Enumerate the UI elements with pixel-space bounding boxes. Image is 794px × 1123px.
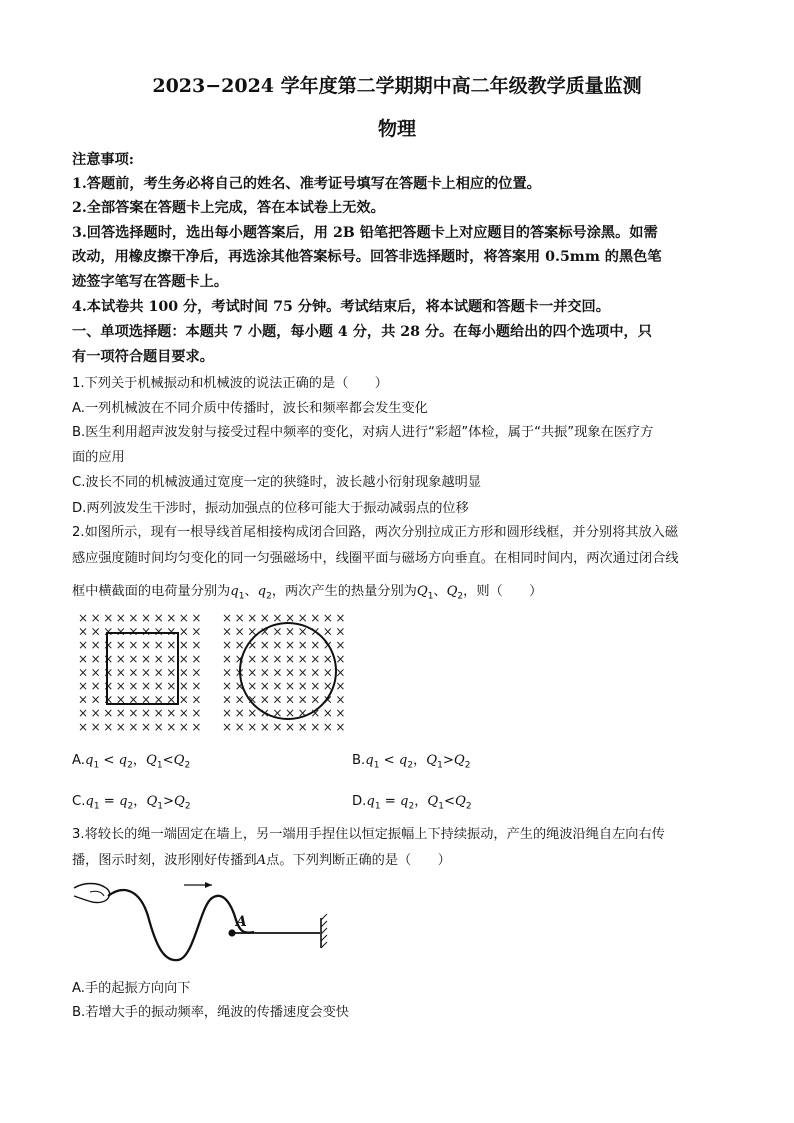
field-cross: × — [115, 692, 126, 707]
field-cross: × — [285, 651, 296, 666]
field-cross: × — [285, 706, 296, 721]
field-cross: × — [322, 692, 333, 707]
field-cross: × — [115, 651, 126, 666]
field-cross: × — [115, 719, 126, 733]
field-cross: × — [310, 624, 321, 639]
field-cross: × — [259, 719, 270, 733]
field-cross: × — [272, 611, 283, 625]
field-cross: × — [153, 651, 164, 666]
field-cross: × — [141, 706, 152, 721]
field-cross: × — [78, 638, 89, 653]
field-cross: × — [153, 638, 164, 653]
field-crosses-left — [78, 611, 201, 733]
field-cross: × — [191, 638, 202, 653]
field-cross: × — [322, 665, 333, 680]
field-cross: × — [310, 651, 321, 666]
field-cross: × — [103, 679, 114, 693]
field-cross: × — [335, 719, 346, 733]
field-cross: × — [259, 706, 270, 721]
q3-stem: 3.将较长的绳一端固定在墙上，另一端用手捏住以恒定振幅上下持续振动，产生的绳波沿绳自左向右传 — [72, 827, 665, 842]
field-cross: × — [247, 665, 258, 680]
field-cross: × — [153, 706, 164, 721]
field-cross: × — [78, 665, 89, 680]
field-cross: × — [285, 638, 296, 653]
field-cross: × — [103, 719, 114, 733]
field-cross: × — [310, 719, 321, 733]
field-cross: × — [191, 651, 202, 666]
field-cross: × — [141, 719, 152, 733]
field-cross: × — [141, 611, 152, 625]
q2-stem-line2: 感应强度随时间均匀变化的同一匀强磁场中，线圈平面与磁场方向垂直。在相同时间内，两次通过闭合线 — [72, 551, 679, 566]
field-cross: × — [297, 692, 308, 707]
field-cross: × — [259, 611, 270, 625]
field-cross: × — [310, 611, 321, 625]
field-cross: × — [178, 679, 189, 693]
field-cross: × — [90, 679, 101, 693]
field-cross: × — [272, 692, 283, 707]
field-cross: × — [310, 706, 321, 721]
field-cross: × — [247, 651, 258, 666]
field-cross: × — [141, 638, 152, 653]
field-cross: × — [90, 611, 101, 625]
field-cross: × — [178, 638, 189, 653]
field-cross: × — [247, 719, 258, 733]
field-cross: × — [297, 638, 308, 653]
field-cross: × — [103, 665, 114, 680]
field-cross: × — [335, 706, 346, 721]
field-cross: × — [166, 611, 177, 625]
field-cross: × — [78, 611, 89, 625]
field-cross: × — [234, 719, 245, 733]
field-cross: × — [322, 651, 333, 666]
field-cross: × — [247, 679, 258, 693]
field-cross: × — [128, 651, 139, 666]
exam-subject: 物理 — [377, 118, 416, 140]
field-cross: × — [272, 651, 283, 666]
field-cross: × — [222, 651, 233, 666]
q3-option-a: A.手的起振方向向下 — [72, 981, 191, 996]
field-cross: × — [78, 692, 89, 707]
rope-wave-figure — [72, 876, 332, 966]
field-cross: × — [259, 665, 270, 680]
field-cross: × — [285, 719, 296, 733]
field-cross: × — [128, 638, 139, 653]
field-cross: × — [128, 692, 139, 707]
field-cross: × — [272, 665, 283, 680]
field-cross: × — [153, 624, 164, 639]
field-cross: × — [78, 651, 89, 666]
field-cross: × — [322, 611, 333, 625]
field-cross: × — [222, 692, 233, 707]
field-cross: × — [234, 624, 245, 639]
field-cross: × — [234, 706, 245, 721]
q1-option-b: B.医生利用超声波发射与接受过程中频率的变化，对病人进行“彩超”体检，属于“共振”现象在医疗方 — [72, 425, 654, 440]
field-cross: × — [335, 638, 346, 653]
exam-title: 2023−2024 学年度第二学期期中高二年级教学质量监测 — [152, 75, 642, 97]
field-cross: × — [297, 679, 308, 693]
notice-item: 3.回答选择题时，选出每小题答案后，用 2B 铅笔把答题卡上对应题目的答案标号涂黑。如需 — [72, 225, 658, 241]
field-cross: × — [247, 611, 258, 625]
field-cross: × — [103, 611, 114, 625]
field-cross: × — [335, 679, 346, 693]
field-cross: × — [166, 624, 177, 639]
field-cross: × — [128, 706, 139, 721]
section-heading-cont: 有一项符合题目要求。 — [72, 349, 214, 365]
field-cross: × — [115, 624, 126, 639]
field-cross: × — [191, 719, 202, 733]
q2-stem: 2.如图所示，现有一根导线首尾相接构成闭合回路，两次分别拉成正方形和圆形线框，并分别将其放入磁 — [72, 525, 679, 540]
field-cross: × — [297, 624, 308, 639]
field-cross: × — [285, 692, 296, 707]
field-cross: × — [103, 624, 114, 639]
field-cross: × — [153, 611, 164, 625]
field-cross: × — [335, 611, 346, 625]
field-cross: × — [191, 611, 202, 625]
q2-option-b: $B.q_1 < q_2$，$Q_1>Q_2$ — [352, 753, 471, 771]
field-cross: × — [90, 665, 101, 680]
field-cross: × — [90, 651, 101, 666]
field-cross: × — [222, 706, 233, 721]
section-heading: 一、单项选择题：本题共 7 小题，每小题 4 分，共 28 分。在每小题给出的四个选项中，只 — [72, 324, 652, 340]
field-cross: × — [153, 679, 164, 693]
field-cross: × — [234, 651, 245, 666]
field-cross: × — [247, 692, 258, 707]
field-cross: × — [166, 719, 177, 733]
field-cross: × — [247, 624, 258, 639]
field-cross: × — [285, 611, 296, 625]
field-cross: × — [234, 665, 245, 680]
field-cross: × — [166, 638, 177, 653]
field-cross: × — [310, 638, 321, 653]
field-cross: × — [297, 651, 308, 666]
field-cross: × — [222, 665, 233, 680]
field-cross: × — [222, 719, 233, 733]
field-cross: × — [191, 706, 202, 721]
field-cross: × — [285, 624, 296, 639]
field-cross: × — [191, 679, 202, 693]
field-cross: × — [297, 719, 308, 733]
field-cross: × — [128, 679, 139, 693]
field-cross: × — [115, 638, 126, 653]
field-cross: × — [166, 692, 177, 707]
field-cross: × — [78, 679, 89, 693]
field-cross: × — [178, 611, 189, 625]
q3-option-b: B.若增大手的振动频率，绳波的传播速度会变快 — [72, 1005, 349, 1020]
field-cross: × — [247, 706, 258, 721]
notice-item: 迹签字笔写在答题卡上。 — [72, 274, 229, 290]
notice-heading: 注意事项: — [72, 152, 134, 168]
field-cross: × — [141, 679, 152, 693]
magnetic-field-figure — [72, 608, 362, 733]
field-cross: × — [90, 719, 101, 733]
field-cross: × — [78, 624, 89, 639]
field-cross: × — [259, 638, 270, 653]
field-cross: × — [285, 679, 296, 693]
field-cross: × — [115, 679, 126, 693]
field-cross: × — [128, 665, 139, 680]
field-cross: × — [322, 679, 333, 693]
q1-option-d: D.两列波发生干涉时，振动加强点的位移可能大于振动减弱点的位移 — [72, 501, 469, 516]
field-cross: × — [222, 638, 233, 653]
field-cross: × — [141, 692, 152, 707]
field-cross: × — [153, 692, 164, 707]
field-cross: × — [128, 611, 139, 625]
field-cross: × — [322, 719, 333, 733]
field-cross: × — [78, 719, 89, 733]
field-cross: × — [335, 665, 346, 680]
field-cross: × — [322, 624, 333, 639]
point-a-label: A — [236, 914, 247, 930]
field-cross: × — [115, 706, 126, 721]
field-cross: × — [191, 665, 202, 680]
notice-item: 改动，用橡皮擦干净后，再选涂其他答案标号。回答非选择题时，将答案用 0.5mm 的黑色笔 — [72, 249, 662, 265]
field-cross: × — [141, 624, 152, 639]
q2-stem-line3: 框中横截面的电荷量分别为$q_1$、$q_2$，两次产生的热量分别为$Q_1$、$Q_2$，则（ ） — [72, 584, 543, 602]
field-cross: × — [191, 624, 202, 639]
notice-item: 1.答题前，考生务必将自己的姓名、准考证号填写在答题卡上相应的位置。 — [72, 176, 541, 192]
field-cross: × — [115, 665, 126, 680]
field-cross: × — [259, 679, 270, 693]
field-cross: × — [90, 706, 101, 721]
q1-option-c: C.波长不同的机械波通过宽度一定的狭缝时，波长越小衍射现象越明显 — [72, 475, 482, 490]
q2-option-c: $C.q_1 = q_2$，$Q_1>Q_2$ — [72, 794, 191, 812]
hand-icon — [74, 884, 109, 903]
field-cross: × — [297, 665, 308, 680]
field-cross: × — [222, 624, 233, 639]
field-cross: × — [297, 611, 308, 625]
field-cross: × — [272, 706, 283, 721]
field-cross: × — [259, 624, 270, 639]
field-cross: × — [297, 706, 308, 721]
field-cross: × — [90, 638, 101, 653]
field-cross: × — [166, 665, 177, 680]
field-cross: × — [335, 692, 346, 707]
field-cross: × — [178, 665, 189, 680]
field-cross: × — [335, 651, 346, 666]
field-cross: × — [128, 719, 139, 733]
field-cross: × — [128, 624, 139, 639]
field-cross: × — [103, 651, 114, 666]
field-cross: × — [335, 624, 346, 639]
field-cross: × — [322, 706, 333, 721]
field-cross: × — [103, 692, 114, 707]
field-cross: × — [234, 638, 245, 653]
field-cross: × — [166, 706, 177, 721]
field-cross: × — [90, 692, 101, 707]
field-cross: × — [115, 611, 126, 625]
field-cross: × — [310, 692, 321, 707]
field-cross: × — [191, 692, 202, 707]
field-cross: × — [178, 706, 189, 721]
field-cross: × — [103, 706, 114, 721]
field-cross: × — [178, 719, 189, 733]
field-cross: × — [259, 651, 270, 666]
field-cross: × — [272, 679, 283, 693]
field-cross: × — [259, 692, 270, 707]
field-cross: × — [310, 679, 321, 693]
field-cross: × — [234, 692, 245, 707]
q1-option-a: A.一列机械波在不同介质中传播时，波长和频率都会发生变化 — [72, 401, 428, 416]
field-cross: × — [272, 624, 283, 639]
field-cross: × — [222, 611, 233, 625]
field-cross: × — [247, 638, 258, 653]
field-cross: × — [78, 706, 89, 721]
field-cross: × — [285, 665, 296, 680]
field-cross: × — [103, 638, 114, 653]
field-cross: × — [153, 719, 164, 733]
field-cross: × — [178, 692, 189, 707]
q2-option-a: $A.q_1 < q_2$，$Q_1<Q_2$ — [72, 753, 191, 771]
field-cross: × — [310, 665, 321, 680]
q1-stem: 1.下列关于机械振动和机械波的说法正确的是（ ） — [72, 376, 388, 391]
field-cross: × — [166, 651, 177, 666]
field-cross: × — [166, 679, 177, 693]
field-cross: × — [272, 638, 283, 653]
field-cross: × — [234, 679, 245, 693]
field-cross: × — [153, 665, 164, 680]
field-cross: × — [222, 679, 233, 693]
notice-item: 4.本试卷共 100 分，考试时间 75 分钟。考试结束后，将本试题和答题卡一并交回。 — [72, 299, 610, 315]
field-cross: × — [178, 651, 189, 666]
rope-wave — [108, 890, 254, 960]
q1-option-b-cont: 面的应用 — [72, 450, 125, 465]
field-cross: × — [141, 665, 152, 680]
field-cross: × — [272, 719, 283, 733]
field-cross: × — [178, 624, 189, 639]
q2-option-d: $D.q_1 = q_2$，$Q_1<Q_2$ — [352, 794, 472, 812]
field-cross: × — [90, 624, 101, 639]
notice-item: 2.全部答案在答题卡上完成，答在本试卷上无效。 — [72, 200, 385, 216]
field-cross: × — [234, 611, 245, 625]
field-cross: × — [322, 638, 333, 653]
q3-stem-line2: 播，图示时刻，波形刚好传播到A点。下列判断正确的是（ ） — [72, 853, 451, 868]
field-cross: × — [141, 651, 152, 666]
